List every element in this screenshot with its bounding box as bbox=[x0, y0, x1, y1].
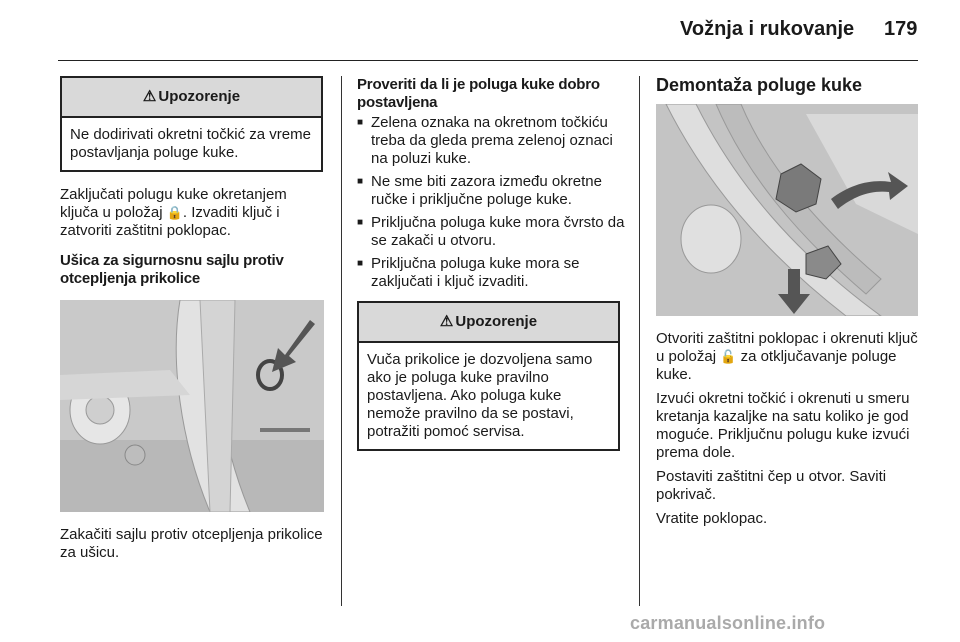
paragraph-lock-text-a: Zaključati polugu kuke okretanjem ključa u položaj bbox=[60, 186, 287, 221]
section-heading-safety-cable: Ušica za sigurnosnu sajlu protiv otcepljenja prikolice bbox=[60, 252, 284, 287]
column-3 bbox=[656, 76, 922, 540]
section-heading-check-hitch: Proveriti da li je poluga kuke dobro postavljena bbox=[357, 76, 600, 111]
paragraph-pull-wheel: Izvući okretni točkić i okrenuti u smeru kretanja kazaljke na satu koliko je god moguće. Priključnu polugu kuke izvući prema dole. bbox=[656, 390, 910, 461]
paragraph-replace-cover: Vratite poklopac. bbox=[656, 510, 768, 527]
header-divider bbox=[58, 60, 918, 61]
watermark: carmanualsonline.info bbox=[630, 613, 826, 633]
page-number: 179 bbox=[884, 18, 918, 40]
column-1 bbox=[60, 76, 326, 574]
paragraph-attach-cable: Zakačiti sajlu protiv otcepljenja prikolice za ušicu. bbox=[60, 526, 323, 561]
section-heading-removal: Demontaža poluge kuke bbox=[656, 75, 863, 95]
paragraph-unlock-text-a: Otvoriti zaštitni poklopac i okrenuti ključ u položaj bbox=[656, 330, 918, 365]
paragraph-unlock-text-b: za otključavanje poluge kuke. bbox=[656, 348, 897, 383]
list-item: ■ Ne sme biti zazora između okretne ručke i priključne poluge kuke. bbox=[357, 173, 625, 209]
hitch-removal-image bbox=[656, 104, 918, 316]
lock-icon: 🔒 bbox=[166, 205, 183, 220]
warning-box bbox=[60, 76, 323, 172]
column-divider-1 bbox=[341, 76, 342, 606]
list-item: ■ Priključna poluga kuke mora se zaključati i ključ izvaditi. bbox=[357, 255, 625, 291]
paragraph-unlock bbox=[656, 330, 922, 384]
list-item: ■ Priključna poluga kuke mora čvrsto da se zakači u otvoru. bbox=[357, 214, 625, 250]
safety-cable-eyelet-image bbox=[60, 300, 324, 512]
column-divider-2 bbox=[639, 76, 640, 606]
paragraph-lock bbox=[60, 186, 326, 240]
warning-triangle-icon: ⚠ bbox=[142, 88, 157, 105]
page-header-title: Vožnja i rukovanje bbox=[680, 18, 855, 40]
paragraph-lock-text-b: . Izvaditi ključ i zatvoriti zaštitni poklopac. bbox=[60, 204, 280, 239]
warning-heading-label: Upozorenje bbox=[158, 88, 241, 105]
warning-heading bbox=[62, 78, 321, 118]
unlock-icon: 🔓 bbox=[720, 349, 737, 364]
warning-heading-label: Upozorenje bbox=[455, 313, 538, 330]
warning-heading bbox=[359, 303, 618, 343]
paragraph-plug: Postaviti zaštitni čep u otvor. Saviti pokrivač. bbox=[656, 468, 887, 503]
warning-triangle-icon: ⚠ bbox=[439, 313, 454, 330]
warning-text: Vuča prikolice je dozvoljena samo ako je poluga kuke pravilno postavljena. Ako poluga kuke nemože pravilno da se postavi, potražiti pomoć servisa. bbox=[367, 351, 593, 440]
warning-text: Ne dodirivati okretni točkić za vreme postavljanja poluge kuke. bbox=[70, 126, 311, 161]
warning-box bbox=[357, 301, 620, 451]
column-2 bbox=[357, 76, 625, 451]
list-item: ■ Zelena oznaka na okretnom točkiću treba da gleda prema zelenoj oznaci na poluzi kuke. bbox=[357, 114, 625, 168]
check-list bbox=[357, 114, 625, 291]
